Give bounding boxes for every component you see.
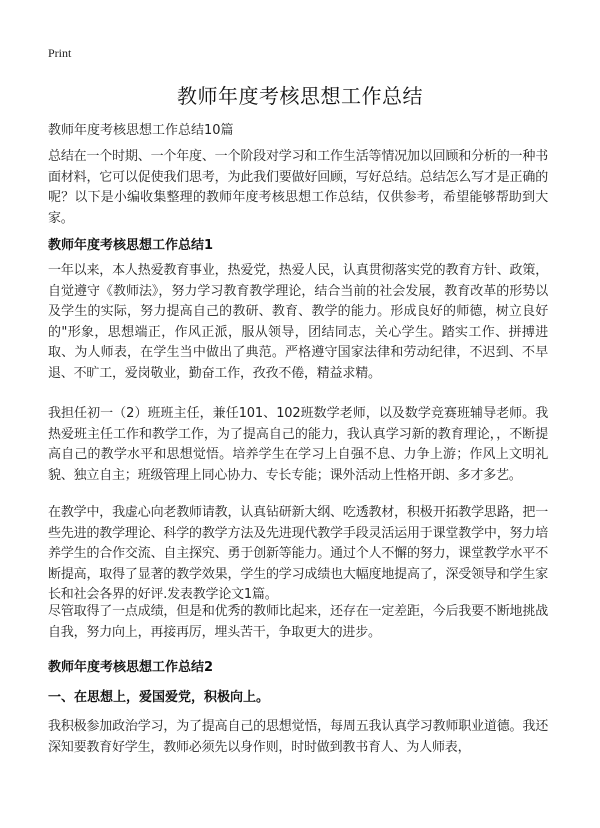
section-2-subheading: 一、在思想上，爱国爱党，积极向上。 bbox=[48, 690, 270, 705]
section-1-paragraph-3: 在教学中，我虚心向老教师请教，认真钻研新大纲、吃透教材，积极开拓教学思路，把一些先进的教学理论、科学的教学方法及先进现代教学手段灵活运用于课堂教学中，努力培养学生的合作交流、自主探究、勇于创新等能力。通过个人不懈的努力，课堂教学水平不断提高，取得了显著的教学效果，学生的学习成绩也大幅度地提高了，深受领导和学生家长和社会各界的好评.发表教学论文1篇。 bbox=[48, 505, 548, 602]
section-1-paragraph-2: 我担任初一（2）班班主任，兼任101、102班数学老师，以及数学竞赛班辅导老师。我热爱班主任工作和教学工作，为了提高自己的能力，我认真学习新的教育理论，，不断提高自己的教学水平和思想觉悟。培养学生在学习上自强不息、力争上游；作风上文明礼貌、独立自主；班级管理上同心协力、专长专能；课外活动上性格开朗、多才多艺。 bbox=[48, 406, 548, 483]
section-1-paragraph-4: 尽管取得了一点成绩，但是和优秀的教师比起来，还存在一定差距，今后我要不断地挑战自我，努力向上，再接再厉，埋头苦干，争取更大的进步。 bbox=[48, 604, 548, 640]
section-2-paragraph-1: 我积极参加政治学习，为了提高自己的思想觉悟，每周五我认真学习教师职业道德。我还深知要教育好学生，教师必须先以身作则，时时做到教书育人、为人师表， bbox=[48, 719, 548, 755]
section-heading-2: 教师年度考核思想工作总结2 bbox=[48, 660, 214, 675]
document-title: 教师年度考核思想工作总结 bbox=[177, 84, 423, 108]
section-1-paragraph-1: 一年以来，本人热爱教育事业，热爱党，热爱人民，认真贯彻落实党的教育方针、政策，自觉遵守《教师法》，努力学习教育教学理论，结合当前的社会发展，教育改革的形势以及学生的实际，努力提高自己的教研、教育、教学的能力。形成良好的师德，树立良好的"形象，思想端正，作风正派，服从领导，团结同志，关心学生。踏实工作、拼搏进取、为人师表，在学生当中做出了典范。严格遵守国家法律和劳动纪律，不迟到、不早退、不旷工，爱岗敬业，勤奋工作，孜孜不倦，精益求精。 bbox=[48, 263, 548, 381]
section-heading-1: 教师年度考核思想工作总结1 bbox=[48, 238, 214, 253]
intro-paragraph: 总结在一个时期、一个年度、一个阶段对学习和工作生活等情况加以回顾和分析的一种书面材料，它可以促使我们思考，为此我们要做好回顾，写好总结。总结怎么写才是正确的呢？以下是小编收集整理的教师年度考核思想工作总结，仅供参考，希望能够帮助到大家。 bbox=[48, 149, 548, 226]
document-subtitle: 教师年度考核思想工作总结10篇 bbox=[48, 123, 234, 138]
print-label: Print bbox=[48, 46, 72, 60]
